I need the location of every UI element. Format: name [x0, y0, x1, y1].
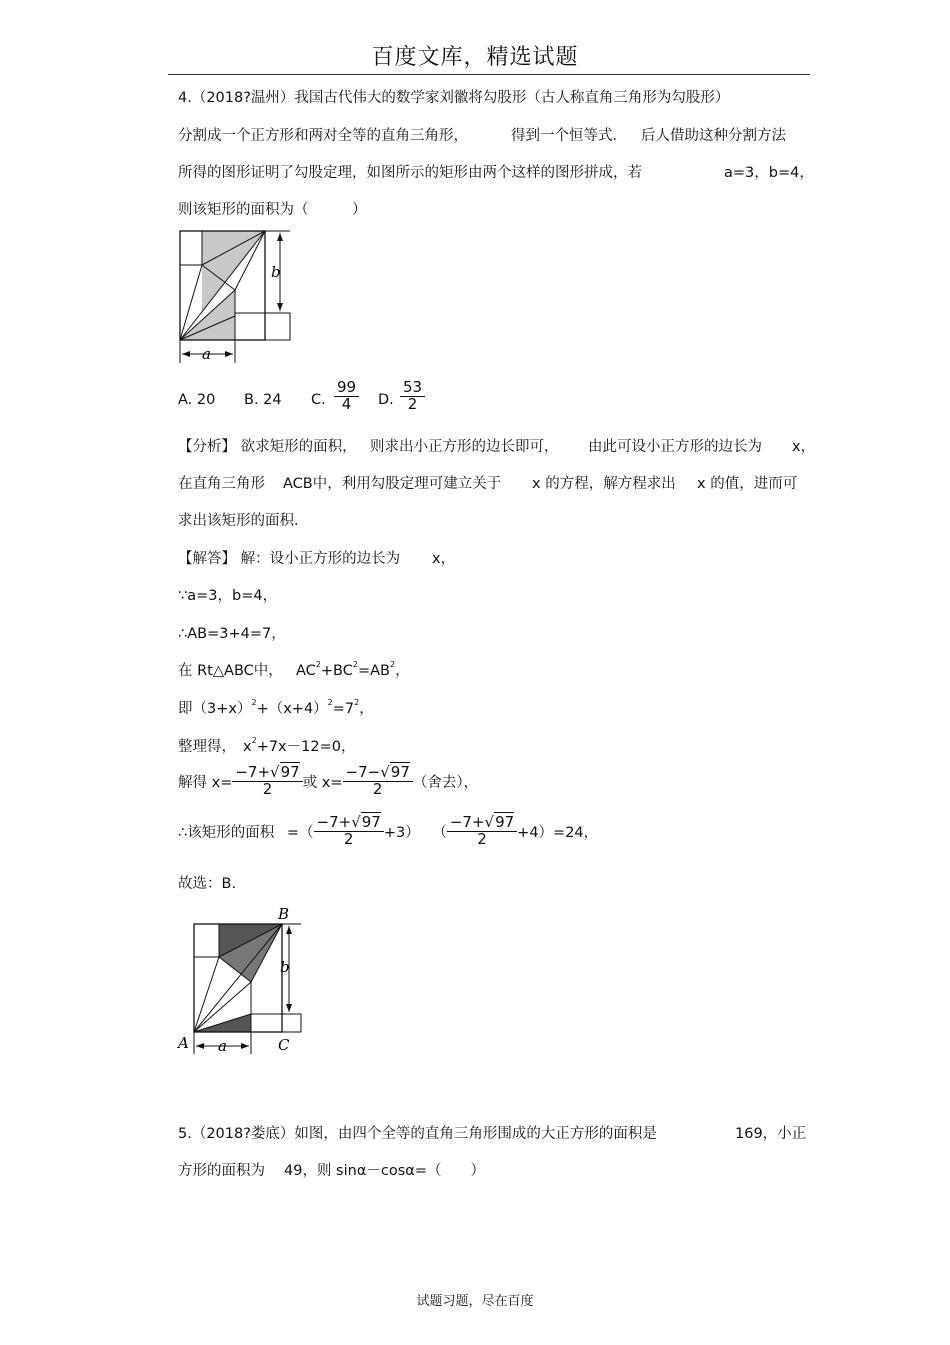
option-d-numerator: 53 — [400, 380, 425, 397]
q4-line2a: 分割成一个正方形和两对全等的直角三角形， — [178, 128, 468, 144]
solution-s4a: 在 Rt△ABC中， — [178, 663, 283, 679]
q4-line3a: 所得的图形证明了勾股定理，如图所示的矩形由两个这样的图形拼成，若 — [178, 165, 642, 181]
solution-s6b: $x^2+7x-12=0$， — [243, 736, 356, 755]
option-b: B. 24 — [244, 392, 282, 408]
solution-s5: 即$(3+x)^2+(x+4)^2=7^2$， — [178, 698, 374, 717]
analysis-l2b: ACB中，利用勾股定理可建立关于 — [283, 476, 502, 492]
solution-s9: 故选：B. — [178, 876, 237, 892]
solution-s6a: 整理得， — [178, 739, 236, 755]
option-a: A. 20 — [178, 392, 216, 408]
figure-2-label-A: A — [178, 1034, 189, 1052]
q5-l2b: 49，则 sinα－cosα=（ ） — [284, 1163, 485, 1179]
figure-1-rectangle-diagram — [172, 225, 297, 370]
analysis-l1d: x， — [792, 439, 816, 455]
figure-2-label-B: B — [278, 905, 290, 923]
solution-s1a: 【解答】 解：设小正方形的边长为 — [178, 551, 401, 567]
q5-l1b: 169，小正 — [735, 1126, 807, 1142]
solution-s2: ∵a=3，b=4， — [178, 588, 278, 604]
figure-1-label-b: b — [271, 263, 281, 281]
solution-s3: ∴AB=3+4=7， — [178, 626, 286, 642]
analysis-l1c: 由此可设小正方形的边长为 — [588, 439, 762, 455]
option-c-denominator: 4 — [341, 394, 352, 413]
analysis-l1a: 【分析】 欲求矩形的面积， — [178, 439, 357, 455]
q4-line1: 4.（2018?温州）我国古代伟大的数学家刘徽将勾股形（古人称直角三角形为勾股形） — [178, 90, 730, 106]
figure-2-rectangle-diagram — [172, 902, 307, 1062]
analysis-l2a: 在直角三角形 — [178, 476, 265, 492]
analysis-l3: 求出该矩形的面积. — [178, 513, 299, 529]
page-footer: 试题习题，尽在百度 — [416, 1294, 534, 1309]
q5-l2a: 方形的面积为 — [178, 1163, 265, 1179]
header-divider — [168, 74, 810, 75]
option-c-numerator: 99 — [334, 380, 359, 397]
solution-s1b: x， — [432, 551, 456, 567]
q4-line2c: 后人借助这种分割方法 — [641, 128, 786, 144]
solution-s8: ∴该矩形的面积 =（ $\frac{-7+√97}{2}$ +3） （ $\frac{-7+√97}{2}$ +4）=24， — [178, 813, 599, 848]
q4-line3b: a=3，b=4， — [724, 165, 814, 181]
analysis-l2d: x 的值，进而可 — [697, 476, 798, 492]
figure-2-label-a: a — [218, 1037, 227, 1055]
analysis-l2c: x 的方程，解方程求出 — [532, 476, 676, 492]
solution-s7: 解得 x= $\frac{-7+√97}{2}$ 或 x= $\frac{-7-√97}{2}$ （舍去）， — [178, 763, 479, 798]
figure-2-label-C: C — [278, 1036, 290, 1054]
figure-2-label-b: b — [280, 958, 290, 976]
solution-s4b: $AC^2+BC^2=AB^2$， — [296, 660, 410, 679]
q4-line4: 则该矩形的面积为（ ） — [178, 202, 367, 218]
option-d-fraction — [400, 380, 425, 413]
option-c-fraction — [334, 380, 359, 413]
option-d-denominator: 2 — [407, 394, 418, 413]
q4-line2b: 得到一个恒等式． — [511, 128, 627, 144]
option-c-label: C. — [311, 392, 326, 408]
option-d-label: D. — [378, 392, 394, 408]
page-header-title: 百度文库，精选试题 — [371, 45, 579, 70]
figure-1-label-a: a — [202, 345, 211, 363]
q5-l1a: 5.（2018?娄底）如图，由四个全等的直角三角形围成的大正方形的面积是 — [178, 1126, 657, 1142]
analysis-l1b: 则求出小正方形的边长即可， — [370, 439, 559, 455]
